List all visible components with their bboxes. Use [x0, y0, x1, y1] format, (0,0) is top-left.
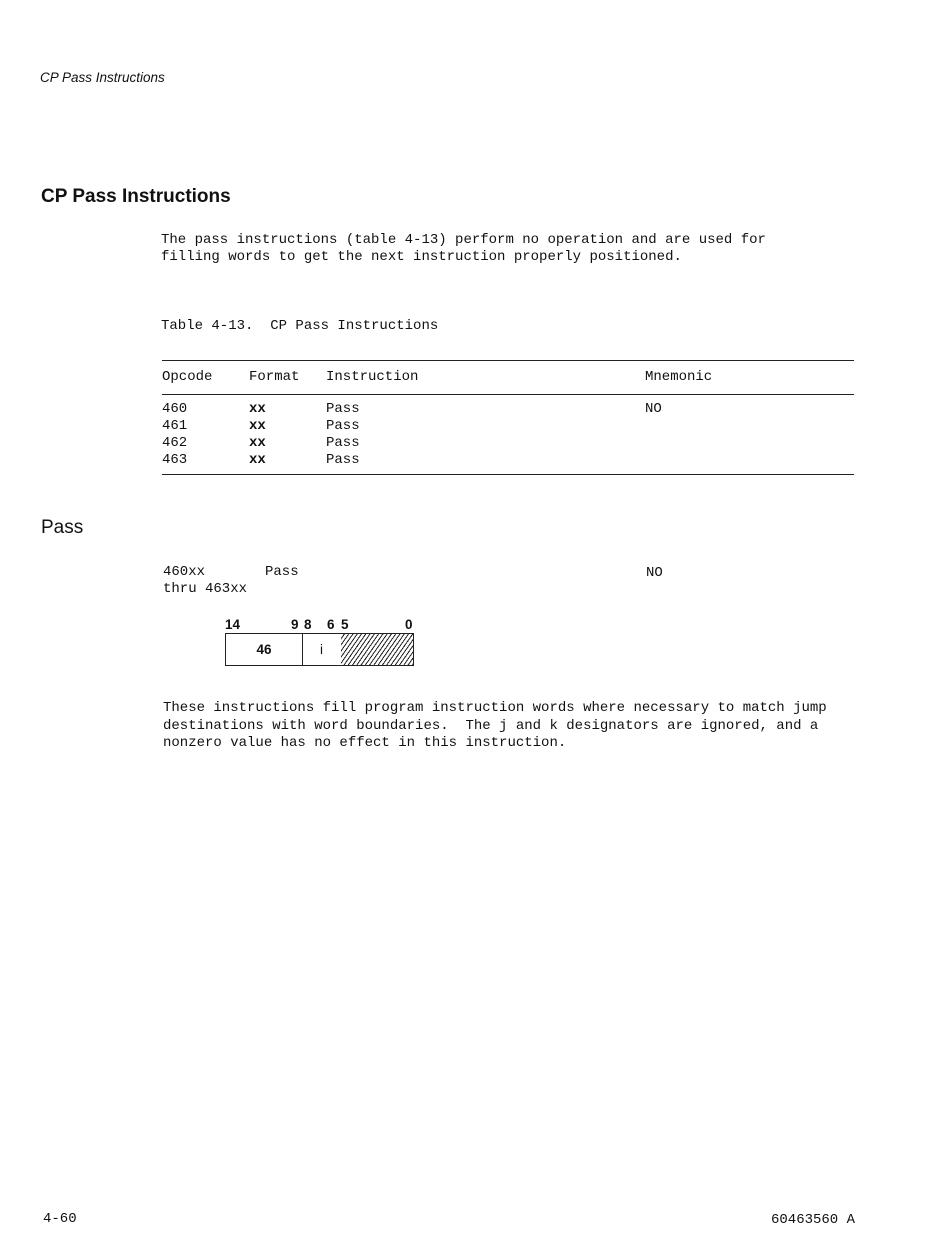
instructions-table: [162, 360, 854, 475]
subsection-title-pass: Pass: [41, 517, 84, 538]
table-caption: Table 4-13. CP Pass Instructions: [161, 318, 439, 334]
bit-label: 14: [225, 617, 241, 632]
field-opcode: 46: [226, 634, 303, 665]
section-title: CP Pass Instructions: [41, 186, 231, 207]
table-row: [162, 418, 854, 435]
cell-instruction: Pass: [326, 452, 360, 468]
pass-mnemonic: NO: [646, 565, 663, 581]
table-header-row: [162, 369, 854, 386]
bit-label: 6: [327, 617, 335, 632]
table-bottom-rule: [162, 474, 854, 475]
table-row: [162, 435, 854, 452]
table-row: [162, 401, 854, 418]
field-unused-hatched: [341, 634, 413, 665]
cell-format: xx: [249, 452, 266, 468]
header-instruction: Instruction: [326, 369, 419, 385]
cell-format: xx: [249, 435, 266, 451]
bit-label: 9: [291, 617, 299, 632]
pass-opcode-range: 460xx thru 463xx: [163, 564, 248, 597]
bit-label: 8: [304, 617, 312, 632]
cell-format: xx: [249, 418, 266, 434]
table-top-rule: [162, 360, 854, 361]
header-opcode: Opcode: [162, 369, 213, 385]
cell-instruction: Pass: [326, 418, 360, 434]
table-header-rule: [162, 394, 854, 395]
running-header: CP Pass Instructions: [40, 70, 165, 85]
cell-opcode: 463: [162, 452, 188, 468]
cell-mnemonic: NO: [645, 401, 662, 417]
cell-opcode: 462: [162, 435, 188, 451]
bit-label: 0: [405, 617, 413, 632]
format-field-box: [225, 633, 414, 666]
header-mnemonic: Mnemonic: [645, 369, 713, 385]
cell-format: xx: [249, 401, 266, 417]
pass-instruction-name: Pass: [265, 564, 299, 580]
cell-instruction: Pass: [326, 401, 360, 417]
bit-label: 5: [341, 617, 349, 632]
page-number: 4-60: [43, 1211, 77, 1227]
intro-paragraph: The pass instructions (table 4-13) perform no operation and are used for filling words to get the next instruction properly positioned.: [161, 232, 766, 265]
header-format: Format: [249, 369, 300, 385]
cell-instruction: Pass: [326, 435, 360, 451]
document-number: 60463560 A: [771, 1212, 856, 1228]
field-i: i: [302, 634, 342, 665]
table-row: [162, 452, 854, 469]
pass-description: These instructions fill program instruction words where necessary to match jump destinations with word boundaries. The j and k designators are ignored, and a nonzero value has no effect in this instruction.: [163, 700, 827, 751]
cell-opcode: 461: [162, 418, 188, 434]
cell-opcode: 460: [162, 401, 188, 417]
